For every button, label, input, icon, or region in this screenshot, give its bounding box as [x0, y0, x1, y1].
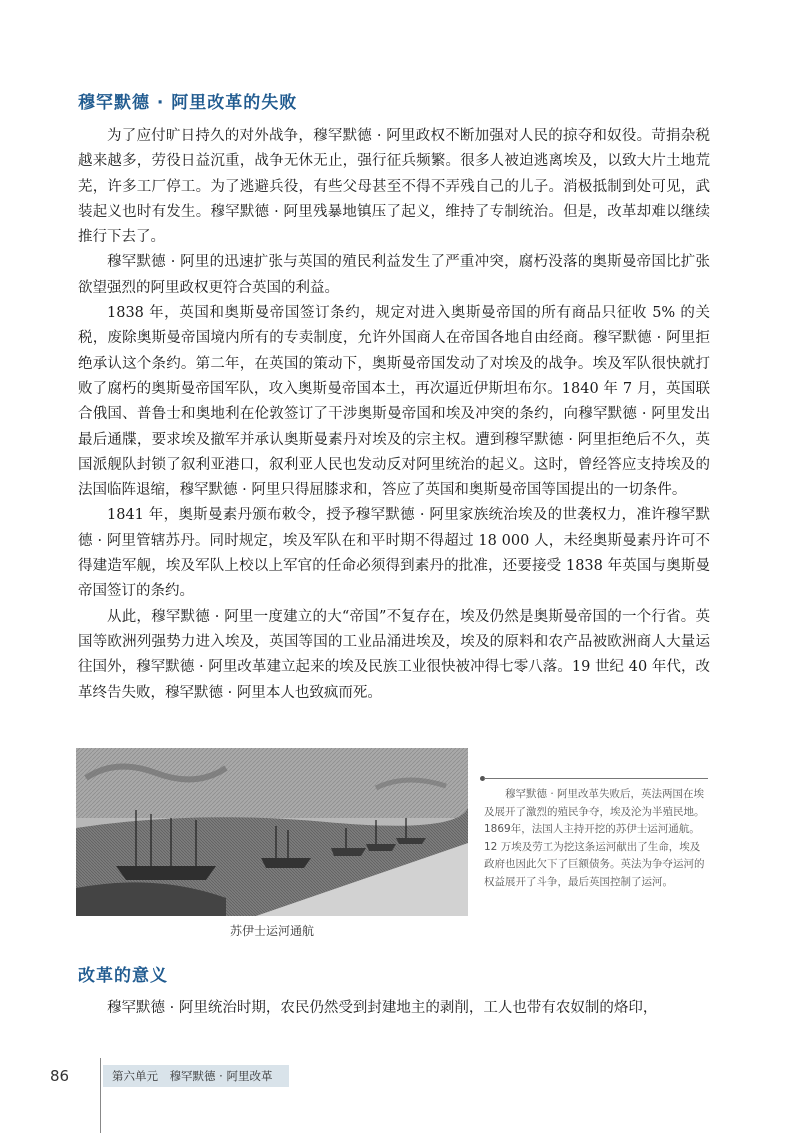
section-title-reform-failure: 穆罕默德 · 阿里改革的失败 — [78, 93, 298, 113]
engraving-illustration — [76, 748, 468, 916]
paragraph: 穆罕默德 · 阿里的迅速扩张与英国的殖民利益发生了严重冲突，腐朽没落的奥斯曼帝国比扩张欲望强烈的阿里政权更符合英国的利益。 — [78, 254, 710, 296]
paragraph: 1841 年，奥斯曼素丹颁布敕令，授予穆罕默德 · 阿里家族统治埃及的世袭权力，准许穆罕默德 · 阿里管辖苏丹。同时规定，埃及军队在和平时期不得超过 18 000 人，未经奥斯曼素丹许可不得建造军舰，埃及军队上校以上军官的任命必须得到素丹的批准，还要接受 1838 年英国与奥斯曼帝国签订的条约。 — [78, 507, 710, 600]
section-title-reform-significance: 改革的意义 — [78, 966, 168, 986]
unit-label: 第六单元 穆罕默德 · 阿里改革 — [112, 1069, 273, 1083]
suez-canal-engraving — [76, 748, 468, 916]
note-divider — [484, 778, 708, 779]
section-body-reform-significance — [78, 996, 710, 1021]
page-number: 86 — [50, 1067, 70, 1085]
section-body-reform-failure — [78, 124, 710, 706]
figure-caption: 苏伊士运河通航 — [229, 924, 314, 938]
paragraph: 穆罕默德 · 阿里统治时期，农民仍然受到封建地主的剥削，工人也带有农奴制的烙印， — [107, 1000, 658, 1016]
paragraph: 为了应付旷日持久的对外战争，穆罕默德 · 阿里政权不断加强对人民的掠夺和奴役。苛捐杂税越来越多，劳役日益沉重，战争无休无止，强行征兵频繁。很多人被迫逃离埃及，以致大片土地荒芜，许多工厂停工。为了逃避兵役，有些父母甚至不得不弄残自己的儿子。消极抵制到处可见，武装起义也时有发生。穆罕默德 · 阿里残暴地镇压了起义，维持了专制统治。但是，改革却难以继续推行下去了。 — [78, 128, 710, 246]
paragraph: 从此，穆罕默德 · 阿里一度建立的大“帝国”不复存在，埃及仍然是奥斯曼帝国的一个行省。英国等欧洲列强势力进入埃及，英国等国的工业品涌进埃及，埃及的原料和农产品被欧洲商人大量运往国外，穆罕默德 · 阿里改革建立起来的埃及民族工业很快被冲得七零八落。19 世纪 40 年代，改革终告失败，穆罕默德 · 阿里本人也致疯而死。 — [78, 608, 710, 701]
side-note: 穆罕默德 · 阿里改革失败后，英法两国在埃及展开了激烈的殖民争夺，埃及沦为半殖民地。1869年，法国人主持开挖的苏伊士运河通航。12 万埃及劳工为挖这条运河献出了生命，埃及政府也因此欠下了巨额债务。英法为争夺运河的权益展开了斗争，最后英国控制了运河。 — [484, 788, 705, 888]
footer-divider — [100, 1058, 101, 1133]
paragraph: 1838 年，英国和奥斯曼帝国签订条约，规定对进入奥斯曼帝国的所有商品只征收 5% 的关税，废除奥斯曼帝国境内所有的专卖制度，允许外国商人在帝国各地自由经商。穆罕默德 · 阿里拒绝承认这个条约。第二年，在英国的策动下，奥斯曼帝国发动了对埃及的战争。埃及军队很快就打败了腐朽的奥斯曼帝国军队，攻入奥斯曼帝国本土，再次逼近伊斯坦布尔。1840 年 7 月，英国联合俄国、普鲁士和奥地利在伦敦签订了干涉奥斯曼帝国和埃及冲突的条约，向穆罕默德 · 阿里发出最后通牒，要求埃及撤军并承认奥斯曼素丹对埃及的宗主权。遭到穆罕默德 · 阿里拒绝后不久，英国派舰队封锁了叙利亚港口，叙利亚人民也发动反对阿里统治的起义。这时，曾经答应支持埃及的法国临阵退缩，穆罕默德 · 阿里只得屈膝求和，答应了英国和奥斯曼帝国等国提出的一切条件。 — [78, 305, 710, 499]
